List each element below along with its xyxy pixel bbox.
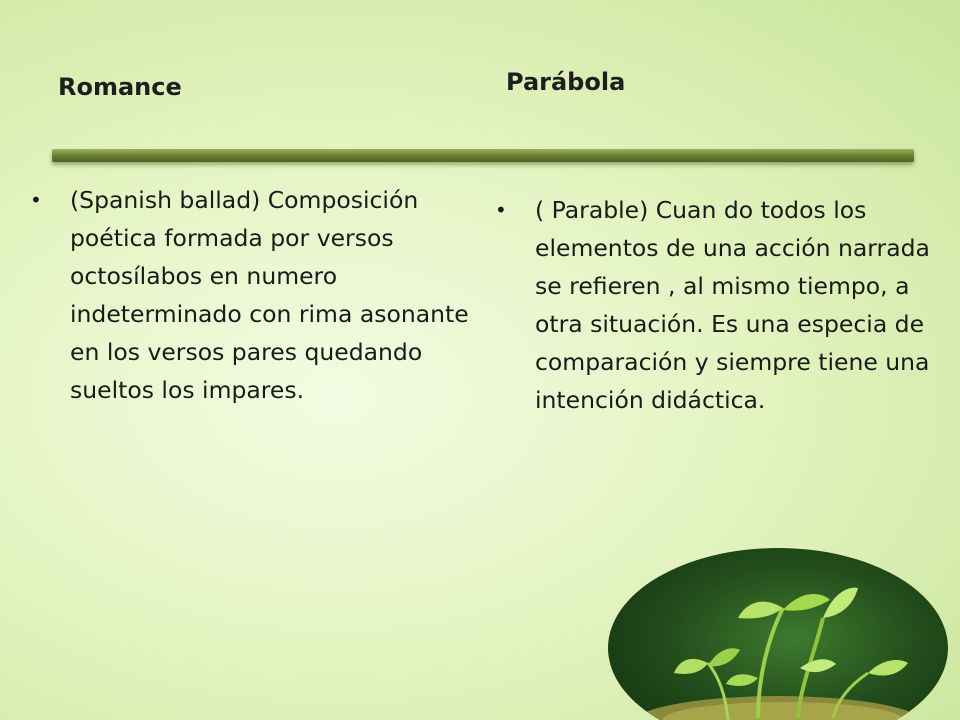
list-item <box>495 191 940 419</box>
bullet-icon: • <box>30 188 42 212</box>
heading-parabola: Parábola <box>506 68 626 96</box>
column-parabola <box>495 191 940 419</box>
seedling-icon <box>608 548 948 720</box>
list-item <box>30 181 470 409</box>
romance-definition: (Spanish ballad) Composición poética formada por versos octosílabos en numero indeterminado con rima asonante en los versos pares quedando sueltos los impares. <box>70 186 469 404</box>
bullet-icon: • <box>495 198 507 222</box>
divider-bar <box>52 149 914 162</box>
parabola-definition: ( Parable) Cuan do todos los elementos de una acción narrada se refieren , al mismo tiempo, a otra situación. Es una especia de comparación y siempre tiene una intención didáctica. <box>535 196 930 414</box>
plant-image <box>608 548 948 720</box>
column-romance <box>30 181 470 409</box>
heading-romance: Romance <box>58 73 182 101</box>
